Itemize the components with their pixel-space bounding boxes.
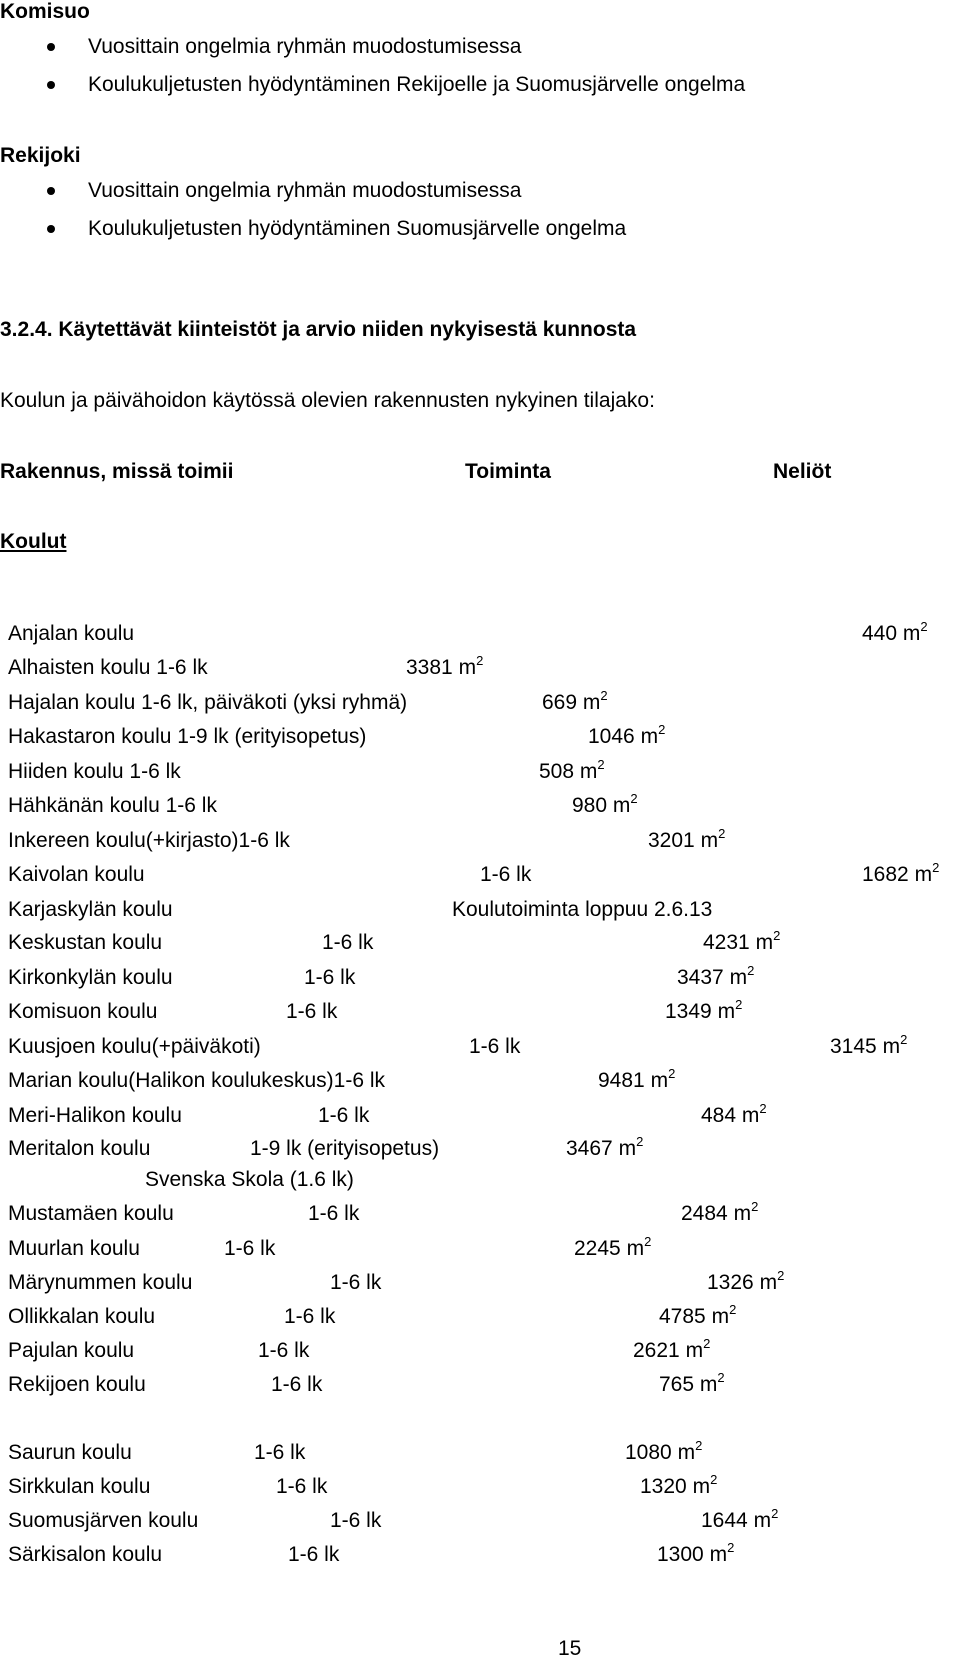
area-unit: m <box>626 1237 645 1260</box>
area-unit: m <box>685 1339 704 1362</box>
school-name: Keskustan koulu <box>8 931 163 954</box>
school-activity: 1-6 lk <box>254 1441 306 1464</box>
school-name: Anjalan koulu <box>8 622 135 645</box>
table-row <box>0 1436 960 1470</box>
school-area <box>406 651 483 685</box>
page-number: 15 <box>558 1637 582 1660</box>
school-name: Saurun koulu <box>8 1441 132 1464</box>
area-unit-superscript: 2 <box>718 826 726 841</box>
school-activity: 1-6 lk <box>330 1509 382 1532</box>
section-title-komisuo: Komisuo <box>0 0 90 23</box>
area-unit: m <box>677 1441 696 1464</box>
school-area <box>665 995 742 1029</box>
school-name: Komisuon koulu <box>8 1000 158 1023</box>
area-unit-superscript: 2 <box>759 1101 767 1116</box>
category-title: Koulut <box>0 530 67 553</box>
school-name: Kuusjoen koulu(+päiväkoti) <box>8 1035 261 1058</box>
school-area <box>657 1538 734 1572</box>
area-value: 1326 <box>707 1271 754 1294</box>
area-value: 508 <box>539 760 575 783</box>
school-area <box>677 961 754 995</box>
school-area <box>574 1232 651 1266</box>
area-unit: m <box>711 1305 730 1328</box>
school-name: Kirkonkylän koulu <box>8 966 173 989</box>
school-name: Rekijoen koulu <box>8 1373 146 1396</box>
area-unit: m <box>753 1509 772 1532</box>
table-row <box>0 824 960 858</box>
school-name: Pajulan koulu <box>8 1339 135 1362</box>
area-unit: m <box>755 931 774 954</box>
area-unit-superscript: 2 <box>920 619 928 634</box>
section-title-rekijoki: Rekijoki <box>0 144 81 167</box>
school-activity: 1-6 lk <box>330 1271 382 1294</box>
list-item: Koulukuljetusten hyödyntäminen Suomusjärvelle ongelma <box>0 210 626 248</box>
school-activity: 1-6 lk <box>318 1104 370 1127</box>
area-unit: m <box>458 656 477 679</box>
table-row <box>0 1030 960 1064</box>
area-unit: m <box>699 1373 718 1396</box>
school-name: Alhaisten koulu 1-6 lk <box>8 656 208 679</box>
table-row <box>0 893 960 927</box>
area-value: 440 <box>862 622 898 645</box>
school-area <box>648 824 725 858</box>
school-activity: 1-6 lk <box>304 966 356 989</box>
area-unit: m <box>759 1271 778 1294</box>
area-value: 9481 <box>598 1069 645 1092</box>
list-item: Koulukuljetusten hyödyntäminen Rekijoelle ja Suomusjärvelle ongelma <box>0 66 745 104</box>
area-value: 765 <box>659 1373 695 1396</box>
school-name: Muurlan koulu <box>8 1237 140 1260</box>
area-unit-superscript: 2 <box>747 963 755 978</box>
area-unit: m <box>692 1475 711 1498</box>
area-value: 1349 <box>665 1000 712 1023</box>
area-unit-superscript: 2 <box>710 1472 718 1487</box>
area-unit: m <box>733 1202 752 1225</box>
school-name: Marian koulu(Halikon koulukeskus)1-6 lk <box>8 1069 385 1092</box>
school-activity: 1-6 lk <box>469 1035 521 1058</box>
area-value: 1320 <box>640 1475 687 1498</box>
school-activity: 1-6 lk <box>258 1339 310 1362</box>
bullet-icon <box>47 81 55 89</box>
area-unit: m <box>582 691 601 714</box>
table-row <box>0 617 960 651</box>
table-row <box>0 961 960 995</box>
school-activity: 1-6 lk <box>284 1305 336 1328</box>
intro-text: Koulun ja päivähoidon käytössä olevien rakennusten nykyinen tilajako: <box>0 389 655 412</box>
area-unit-superscript: 2 <box>777 1268 785 1283</box>
area-unit-superscript: 2 <box>900 1032 908 1047</box>
school-name: Hajalan koulu 1-6 lk, päiväkoti (yksi ryhmä) <box>8 691 408 714</box>
school-name: Meritalon koulu <box>8 1137 151 1160</box>
area-value: 3467 <box>566 1137 613 1160</box>
table-row <box>0 1163 960 1197</box>
area-unit-superscript: 2 <box>597 757 605 772</box>
area-unit: m <box>717 1000 736 1023</box>
school-name: Ollikkalan koulu <box>8 1305 156 1328</box>
table-row <box>0 1132 960 1166</box>
school-activity: 1-6 lk <box>224 1237 276 1260</box>
table-row <box>0 1197 960 1231</box>
area-value: 1080 <box>625 1441 672 1464</box>
bullet-icon <box>47 187 55 195</box>
area-unit: m <box>882 1035 901 1058</box>
area-value: 4785 <box>659 1305 706 1328</box>
area-unit: m <box>914 863 933 886</box>
school-area <box>862 858 939 892</box>
section-heading: 3.2.4. Käytettävät kiinteistöt ja arvio niiden nykyisestä kunnosta <box>0 318 637 341</box>
table-row <box>0 1099 960 1133</box>
table-row <box>0 858 960 892</box>
school-name: Meri-Halikon koulu <box>8 1104 182 1127</box>
school-activity: 1-6 lk <box>480 863 532 886</box>
area-unit-superscript: 2 <box>668 1066 676 1081</box>
area-value: 3145 <box>830 1035 877 1058</box>
list-item: Vuosittain ongelmia ryhmän muodostumisessa <box>0 28 745 66</box>
table-row <box>0 1470 960 1504</box>
table-row <box>0 789 960 823</box>
area-unit-superscript: 2 <box>658 722 666 737</box>
area-unit-superscript: 2 <box>600 688 608 703</box>
school-area <box>701 1504 778 1538</box>
area-unit-superscript: 2 <box>644 1234 652 1249</box>
school-area <box>625 1436 702 1470</box>
school-name: Inkereen koulu(+kirjasto)1-6 lk <box>8 829 290 852</box>
area-unit-superscript: 2 <box>932 860 940 875</box>
school-name: Sirkkulan koulu <box>8 1475 151 1498</box>
table-row <box>0 755 960 789</box>
school-activity: 1-6 lk <box>288 1543 340 1566</box>
area-value: 1644 <box>701 1509 748 1532</box>
school-activity: 1-6 lk <box>308 1202 360 1225</box>
school-area <box>566 1132 643 1166</box>
school-name: Särkisalon koulu <box>8 1543 163 1566</box>
bullet-icon <box>47 225 55 233</box>
area-value: 1300 <box>657 1543 704 1566</box>
table-row <box>0 1538 960 1572</box>
area-value: 484 <box>701 1104 737 1127</box>
bullet-list-rekijoki <box>0 172 626 248</box>
area-unit-superscript: 2 <box>630 791 638 806</box>
header-building: Rakennus, missä toimii <box>0 460 234 483</box>
table-row <box>0 995 960 1029</box>
bullet-icon <box>47 43 55 51</box>
school-area <box>701 1099 767 1133</box>
table-row <box>0 1232 960 1266</box>
school-activity: Koulutoiminta loppuu 2.6.13 <box>452 898 713 921</box>
school-activity: 1-6 lk <box>276 1475 328 1498</box>
table-row <box>0 1064 960 1098</box>
table-row <box>0 1266 960 1300</box>
school-activity: 1-6 lk <box>271 1373 323 1396</box>
area-value: 2245 <box>574 1237 621 1260</box>
area-unit-superscript: 2 <box>773 928 781 943</box>
area-unit: m <box>729 966 748 989</box>
area-value: 1046 <box>588 725 635 748</box>
area-unit: m <box>618 1137 637 1160</box>
school-activity: Svenska Skola (1.6 lk) <box>145 1168 354 1191</box>
school-area <box>681 1197 758 1231</box>
school-area <box>830 1030 907 1064</box>
table-row <box>0 686 960 720</box>
table-row <box>0 1300 960 1334</box>
area-unit-superscript: 2 <box>717 1370 725 1385</box>
area-value: 3201 <box>648 829 695 852</box>
school-area <box>659 1300 736 1334</box>
header-area: Neliöt <box>773 460 832 483</box>
area-value: 4231 <box>703 931 750 954</box>
area-unit: m <box>612 794 631 817</box>
school-area <box>588 720 665 754</box>
school-name: Märynummen koulu <box>8 1271 193 1294</box>
school-name: Hähkänän koulu 1-6 lk <box>8 794 217 817</box>
area-value: 980 <box>572 794 608 817</box>
header-activity: Toiminta <box>465 460 551 483</box>
table-row <box>0 720 960 754</box>
area-value: 669 <box>542 691 578 714</box>
area-unit-superscript: 2 <box>695 1438 703 1453</box>
area-unit-superscript: 2 <box>771 1506 779 1521</box>
school-name: Kaivolan koulu <box>8 863 145 886</box>
area-unit: m <box>579 760 598 783</box>
area-value: 1682 <box>862 863 909 886</box>
area-unit-superscript: 2 <box>751 1199 759 1214</box>
area-value: 2484 <box>681 1202 728 1225</box>
school-area <box>703 926 780 960</box>
area-unit: m <box>640 725 659 748</box>
area-unit: m <box>709 1543 728 1566</box>
area-unit-superscript: 2 <box>636 1134 644 1149</box>
area-unit: m <box>902 622 921 645</box>
school-area <box>633 1334 710 1368</box>
school-name: Hiiden koulu 1-6 lk <box>8 760 181 783</box>
table-row <box>0 926 960 960</box>
area-unit-superscript: 2 <box>735 997 743 1012</box>
area-unit-superscript: 2 <box>476 653 484 668</box>
school-name: Mustamäen koulu <box>8 1202 174 1225</box>
school-area <box>598 1064 675 1098</box>
area-unit: m <box>700 829 719 852</box>
school-name: Hakastaron koulu 1-9 lk (erityisopetus) <box>8 725 367 748</box>
table-row <box>0 651 960 685</box>
school-area <box>539 755 605 789</box>
table-row <box>0 1504 960 1538</box>
area-unit: m <box>741 1104 760 1127</box>
list-item: Vuosittain ongelmia ryhmän muodostumisessa <box>0 172 626 210</box>
school-activity: 1-9 lk (erityisopetus) <box>250 1137 440 1160</box>
table-row <box>0 1368 960 1402</box>
school-area <box>659 1368 725 1402</box>
table-row <box>0 1334 960 1368</box>
area-unit-superscript: 2 <box>727 1540 735 1555</box>
area-value: 3437 <box>677 966 724 989</box>
school-name: Karjaskylän koulu <box>8 898 173 921</box>
school-area <box>640 1470 717 1504</box>
school-activity: 1-6 lk <box>322 931 374 954</box>
bullet-list-komisuo <box>0 28 745 104</box>
area-unit-superscript: 2 <box>703 1336 711 1351</box>
area-unit: m <box>650 1069 669 1092</box>
area-unit-superscript: 2 <box>729 1302 737 1317</box>
school-area <box>542 686 608 720</box>
school-area <box>707 1266 784 1300</box>
school-name: Suomusjärven koulu <box>8 1509 199 1532</box>
area-value: 2621 <box>633 1339 680 1362</box>
area-value: 3381 <box>406 656 453 679</box>
school-activity: 1-6 lk <box>286 1000 338 1023</box>
school-area <box>862 617 928 651</box>
school-area <box>572 789 638 823</box>
